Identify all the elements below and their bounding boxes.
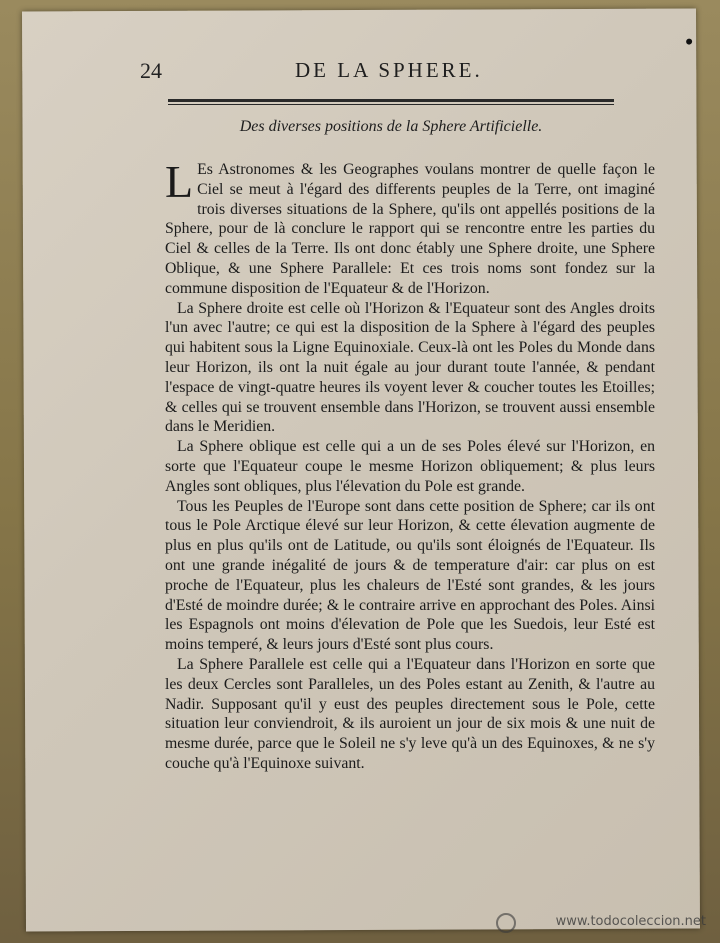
paragraph-3: La Sphere oblique est celle qui a un de ses Poles élevé sur l'Horizon, en sorte que l'Equateur coupe le mesme Horizon obliquement; & plus leurs Angles sont obliques, plus l'élevation du Pole est grande. xyxy=(165,438,655,495)
watermark-logo-icon xyxy=(496,913,516,933)
page-number: 24 xyxy=(140,58,162,83)
header-rule-thick xyxy=(168,99,614,102)
page-header xyxy=(140,56,560,84)
ink-spot xyxy=(686,39,692,45)
running-title: DE LA SPHERE. xyxy=(295,58,483,82)
paragraph-1 xyxy=(165,156,655,299)
paragraph-4: Tous les Peuples de l'Europe sont dans cette position de Sphere; car ils ont tous le Pole Arctique élevé sur leur Horizon, & cette élevation augmente de plus en plus qu'ils ont de Latitude, ou qu'ils sont éloignés de l'Equateur. Ils ont une grande inégalité de jours & de temperature d'air: car plus on est proche de l'Equateur, plus les chaleurs de l'Esté sont grandes, & les jours d'Esté de moindre durée; & le contraire arrive en approchant des Poles. Ainsi les Espagnols ont moins d'élevation de Pole que les Suedois, leur Esté est moins temperé, & leurs jours d'Esté sont plus cours. xyxy=(165,497,655,654)
paragraph-1-text: Es Astronomes & les Geographes voulans montrer de quelle façon le Ciel se meut à l'égard des differents peuples de la Terre, ont imaginé trois diverses situations de la Sphere, qu'ils ont appellés positions de la Sphere, pour de là conclure le rapport qui se rencontre entre les parties du Ciel & celles de la Terre. Ils ont donc étably une Sphere droite, une Sphere Oblique, & une Sphere Parallele: Et ces trois noms sont fondez sur la commune disposition de l'Equateur & de l'Horizon. xyxy=(165,161,655,297)
body-text xyxy=(165,156,655,774)
drop-cap: L xyxy=(165,156,194,207)
paragraph-2: La Sphere droite est celle où l'Horizon & l'Equateur sont des Angles droits l'un avec l'autre; ce qui est la disposition de la Sphere à l'égard des peuples qui habitent sous la Ligne Equinoxiale. Ceux-là ont les Poles du Monde dans leur Horizon, ils ont la nuit égale au jour durant toute l'année, & pendant l'espace de vingt-quatre heures ils voyent lever & coucher toutes les Etoilles; & celles qui se trouvent ensemble dans l'Horizon, se trouvent aussi ensemble dans le Meridien. xyxy=(165,299,655,436)
section-title: Des diverses positions de la Sphere Artificielle. xyxy=(239,118,543,135)
paragraph-5: La Sphere Parallele est celle qui a l'Equateur dans l'Horizon en sorte que les deux Cercles sont Paralleles, un des Poles estant au Zenith, & l'autre au Nadir. Supposant qu'il y eust des peuples directement sous le Pole, cette situation leur conviendroit, & ils auroient un jour de six mois & une nuit de mesme durée, parce que le Soleil ne s'y leve qu'à un des Equinoxes, & ne s'y couche qu'à l'Equinoxe suivant. xyxy=(165,655,655,772)
watermark: www.todocoleccion.net xyxy=(555,914,706,929)
header-rule-thin xyxy=(168,104,614,105)
